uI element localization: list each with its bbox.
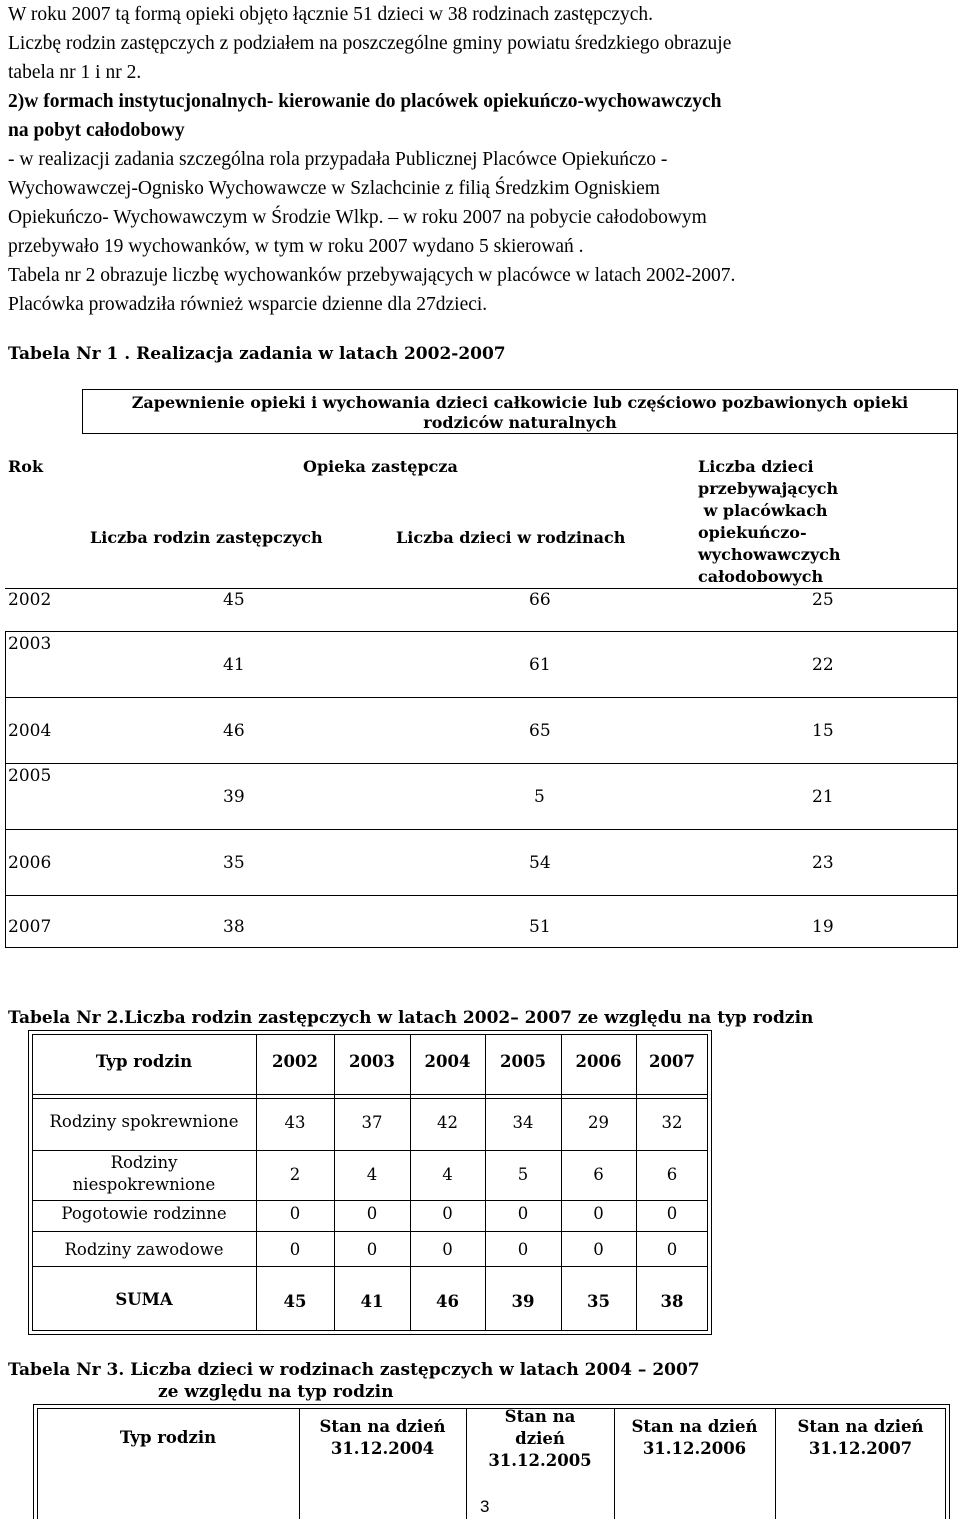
table3-col-typ: Typ rodzin [119, 1428, 217, 1447]
table3-col-2004: 31.12.2004 [330, 1439, 435, 1458]
paragraph-line: Wychowawczej-Ognisko Wychowawcze w Szlachcinie z filią Średzkim Ogniskiem [8, 178, 660, 199]
paragraph-line: Placówka prowadziła również wsparcie dzienne dla 27dzieci. [8, 294, 488, 315]
table3-col-2004: Stan na dzień [319, 1417, 446, 1436]
paragraph-line: W roku 2007 tą formą opieki objęto łącznie 51 dzieci w 38 rodzinach zastępczych. [8, 4, 654, 25]
table3-col-2006: Stan na dzień [631, 1417, 758, 1436]
table3-caption: ze względu na typ rodzin [158, 1382, 394, 1402]
table2-header-year: 2003 [349, 1052, 395, 1071]
table2-header-year: 2006 [575, 1052, 622, 1071]
table3-col-2007: 31.12.2007 [808, 1439, 913, 1458]
paragraph-line: przebywało 19 wychowanków, w tym w roku 2007 wydano 5 skierowań . [8, 236, 584, 257]
table3-col-2005: Stan na [504, 1407, 576, 1426]
table2-header-year: 2004 [424, 1052, 471, 1071]
table3-col-2005: dzień [515, 1429, 565, 1448]
table2-header-year: 2002 [272, 1052, 318, 1071]
table3-caption: Tabela Nr 3. Liczba dzieci w rodzinach zastępczych w latach 2004 – 2007 [8, 1360, 700, 1380]
section-heading: 2)w formach instytucjonalnych- kierowanie do placówek opiekuńczo-wychowawczych [8, 91, 722, 112]
table1-col-dzieci: Liczba dzieci w rodzinach [396, 528, 626, 547]
table1-header-top: rodziców naturalnych [423, 413, 617, 432]
table3-col-2005: 31.12.2005 [488, 1451, 592, 1470]
section-heading: na pobyt całodobowy [8, 120, 185, 141]
table1-header-top: Zapewnienie opieki i wychowania dzieci całkowicie lub częściowo pozbawionych opieki [131, 393, 909, 412]
table1-col-opieka: Opieka zastępcza [303, 457, 458, 476]
paragraph-line: Liczbę rodzin zastępczych z podziałem na poszczególne gminy powiatu średzkiego obrazuje [8, 33, 732, 54]
paragraph-line: - w realizacji zadania szczególna rola przypadała Publicznej Placówce Opiekuńczo - [8, 149, 668, 170]
table1-caption: Tabela Nr 1 . Realizacja zadania w latach 2002-2007 [8, 344, 506, 364]
paragraph-line: Tabela nr 2 obrazuje liczbę wychowanków przebywających w placówce w latach 2002-2007. [8, 265, 736, 286]
table2-header-typ: Typ rodzin [95, 1052, 193, 1071]
table2-caption: Tabela Nr 2.Liczba rodzin zastępczych w latach 2002– 2007 ze względu na typ rodzin [8, 1008, 814, 1028]
table3-col-2007: Stan na dzień [797, 1417, 924, 1436]
paragraph-line: tabela nr 1 i nr 2. [8, 62, 142, 83]
table1-col-rok: Rok [8, 457, 44, 476]
paragraph-line: Opiekuńczo- Wychowawczym w Środzie Wlkp. – w roku 2007 na pobycie całodobowym [8, 207, 707, 228]
page-number: 3 [480, 1497, 490, 1516]
table1-col-rodziny: Liczba rodzin zastępczych [90, 528, 323, 547]
table3-col-2006: 31.12.2006 [642, 1439, 747, 1458]
table2-header-year: 2007 [649, 1052, 695, 1071]
table2-header-year: 2005 [500, 1052, 546, 1071]
